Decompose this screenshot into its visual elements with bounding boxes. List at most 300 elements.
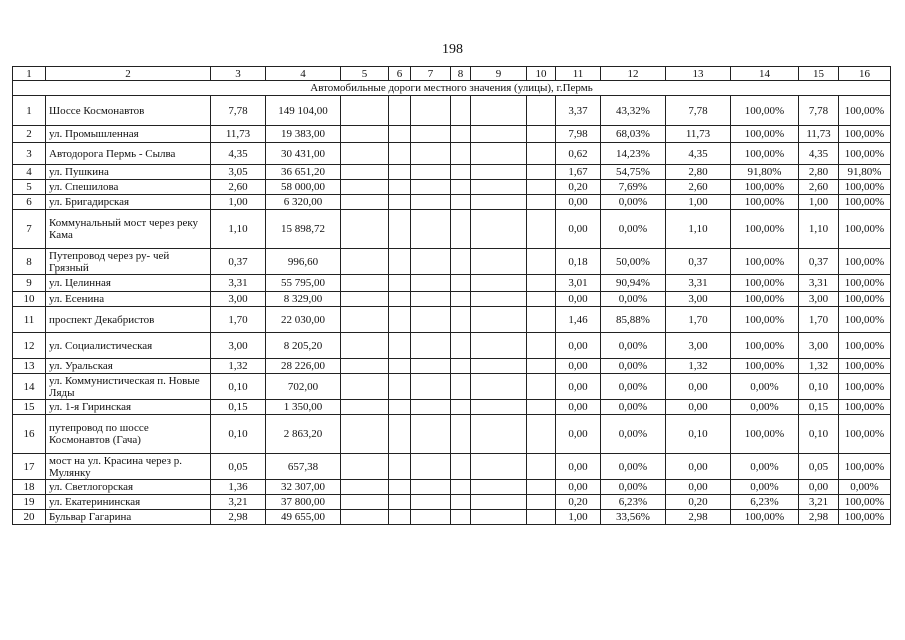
road-name: Путепровод через ру- чей Грязный: [46, 249, 211, 275]
length-cell: 1,32: [211, 359, 266, 374]
table-row: [13, 400, 891, 415]
percent-cell: 100,00%: [839, 454, 891, 480]
row-number: 17: [13, 454, 46, 480]
row-number: 3: [13, 143, 46, 165]
percent-cell: 100,00%: [839, 307, 891, 333]
percent-cell: 100,00%: [839, 143, 891, 165]
table-row: [13, 292, 891, 307]
empty-cell: [389, 400, 411, 415]
percent-cell: 100,00%: [731, 143, 799, 165]
empty-cell: [411, 292, 451, 307]
empty-cell: [341, 249, 389, 275]
percent-cell: 90,94%: [601, 275, 666, 292]
value-cell: 3,00: [799, 333, 839, 359]
empty-cell: [527, 359, 556, 374]
percent-cell: 0,00%: [601, 454, 666, 480]
value-cell: 0,00: [556, 195, 601, 210]
area-cell: 6 320,00: [266, 195, 341, 210]
table-row: [13, 374, 891, 400]
row-number: 18: [13, 480, 46, 495]
empty-cell: [341, 510, 389, 525]
percent-cell: 100,00%: [731, 249, 799, 275]
empty-cell: [389, 415, 411, 454]
empty-cell: [341, 333, 389, 359]
empty-cell: [389, 307, 411, 333]
empty-cell: [411, 195, 451, 210]
percent-cell: 100,00%: [731, 275, 799, 292]
percent-cell: 100,00%: [731, 180, 799, 195]
row-number: 4: [13, 165, 46, 180]
length-cell: 4,35: [211, 143, 266, 165]
percent-cell: 100,00%: [839, 374, 891, 400]
empty-cell: [341, 165, 389, 180]
empty-cell: [471, 359, 527, 374]
percent-cell: 0,00%: [839, 480, 891, 495]
area-cell: 8 205,20: [266, 333, 341, 359]
value-cell: 2,98: [666, 510, 731, 525]
value-cell: 0,62: [556, 143, 601, 165]
percent-cell: 85,88%: [601, 307, 666, 333]
road-name: путепровод по шоссе Космонавтов (Гача): [46, 415, 211, 454]
row-number: 10: [13, 292, 46, 307]
value-cell: 2,98: [799, 510, 839, 525]
row-number: 2: [13, 126, 46, 143]
empty-cell: [471, 495, 527, 510]
empty-cell: [471, 180, 527, 195]
empty-cell: [451, 333, 471, 359]
empty-cell: [527, 307, 556, 333]
value-cell: 0,37: [666, 249, 731, 275]
row-number: 7: [13, 210, 46, 249]
row-number: 15: [13, 400, 46, 415]
area-cell: 996,60: [266, 249, 341, 275]
empty-cell: [389, 210, 411, 249]
empty-cell: [471, 510, 527, 525]
empty-cell: [411, 510, 451, 525]
value-cell: 1,32: [799, 359, 839, 374]
percent-cell: 100,00%: [839, 359, 891, 374]
value-cell: 0,00: [556, 454, 601, 480]
table-row: [13, 249, 891, 275]
percent-cell: 100,00%: [731, 333, 799, 359]
value-cell: 7,78: [666, 96, 731, 126]
road-name: ул. Светлогорская: [46, 480, 211, 495]
percent-cell: 100,00%: [839, 275, 891, 292]
area-cell: 30 431,00: [266, 143, 341, 165]
area-cell: 19 383,00: [266, 126, 341, 143]
value-cell: 3,37: [556, 96, 601, 126]
empty-cell: [389, 249, 411, 275]
area-cell: 702,00: [266, 374, 341, 400]
percent-cell: 14,23%: [601, 143, 666, 165]
percent-cell: 100,00%: [839, 180, 891, 195]
value-cell: 0,20: [666, 495, 731, 510]
empty-cell: [411, 307, 451, 333]
table-row: [13, 143, 891, 165]
empty-cell: [451, 307, 471, 333]
value-cell: 11,73: [666, 126, 731, 143]
road-name: ул. Есенина: [46, 292, 211, 307]
value-cell: 0,10: [799, 415, 839, 454]
row-number: 11: [13, 307, 46, 333]
value-cell: 0,05: [799, 454, 839, 480]
empty-cell: [341, 126, 389, 143]
road-name: ул. Спешилова: [46, 180, 211, 195]
empty-cell: [527, 143, 556, 165]
percent-cell: 100,00%: [731, 510, 799, 525]
empty-cell: [451, 495, 471, 510]
empty-cell: [389, 180, 411, 195]
area-cell: 657,38: [266, 454, 341, 480]
column-header: 14: [731, 67, 799, 81]
empty-cell: [471, 96, 527, 126]
empty-cell: [341, 400, 389, 415]
area-cell: 8 329,00: [266, 292, 341, 307]
empty-cell: [341, 480, 389, 495]
percent-cell: 0,00%: [601, 359, 666, 374]
column-number-row: [13, 67, 891, 81]
value-cell: 1,67: [556, 165, 601, 180]
length-cell: 3,31: [211, 275, 266, 292]
empty-cell: [527, 480, 556, 495]
column-header: 4: [266, 67, 341, 81]
percent-cell: 100,00%: [839, 249, 891, 275]
road-name: ул. 1-я Гиринская: [46, 400, 211, 415]
empty-cell: [527, 495, 556, 510]
empty-cell: [341, 143, 389, 165]
percent-cell: 0,00%: [601, 210, 666, 249]
row-number: 20: [13, 510, 46, 525]
table-row: [13, 275, 891, 292]
empty-cell: [341, 96, 389, 126]
empty-cell: [527, 126, 556, 143]
empty-cell: [341, 415, 389, 454]
empty-cell: [341, 180, 389, 195]
area-cell: 58 000,00: [266, 180, 341, 195]
empty-cell: [411, 96, 451, 126]
percent-cell: 7,69%: [601, 180, 666, 195]
value-cell: 0,15: [799, 400, 839, 415]
value-cell: 0,00: [556, 415, 601, 454]
page-number: 198: [442, 42, 463, 57]
table-row: [13, 307, 891, 333]
length-cell: 3,00: [211, 292, 266, 307]
value-cell: 0,20: [556, 180, 601, 195]
empty-cell: [389, 510, 411, 525]
empty-cell: [451, 143, 471, 165]
percent-cell: 100,00%: [839, 333, 891, 359]
empty-cell: [527, 292, 556, 307]
column-header: 16: [839, 67, 891, 81]
empty-cell: [471, 249, 527, 275]
value-cell: 4,35: [799, 143, 839, 165]
percent-cell: 100,00%: [731, 292, 799, 307]
length-cell: 3,21: [211, 495, 266, 510]
length-cell: 3,00: [211, 333, 266, 359]
percent-cell: 0,00%: [731, 480, 799, 495]
value-cell: 1,70: [799, 307, 839, 333]
empty-cell: [451, 374, 471, 400]
percent-cell: 6,23%: [731, 495, 799, 510]
value-cell: 1,00: [799, 195, 839, 210]
column-header: 3: [211, 67, 266, 81]
value-cell: 0,00: [799, 480, 839, 495]
empty-cell: [527, 180, 556, 195]
table-row: [13, 333, 891, 359]
table-row: [13, 454, 891, 480]
value-cell: 0,00: [556, 400, 601, 415]
percent-cell: 0,00%: [601, 415, 666, 454]
area-cell: 36 651,20: [266, 165, 341, 180]
value-cell: 1,46: [556, 307, 601, 333]
value-cell: 3,00: [666, 333, 731, 359]
value-cell: 1,00: [666, 195, 731, 210]
column-header: 10: [527, 67, 556, 81]
area-cell: 2 863,20: [266, 415, 341, 454]
row-number: 14: [13, 374, 46, 400]
empty-cell: [471, 480, 527, 495]
area-cell: 1 350,00: [266, 400, 341, 415]
value-cell: 4,35: [666, 143, 731, 165]
empty-cell: [527, 400, 556, 415]
empty-cell: [527, 195, 556, 210]
table-row: [13, 495, 891, 510]
empty-cell: [341, 195, 389, 210]
value-cell: 2,60: [666, 180, 731, 195]
empty-cell: [471, 374, 527, 400]
empty-cell: [471, 292, 527, 307]
percent-cell: 100,00%: [731, 126, 799, 143]
roads-table: [12, 66, 891, 525]
road-name: ул. Целинная: [46, 275, 211, 292]
empty-cell: [411, 275, 451, 292]
empty-cell: [527, 510, 556, 525]
empty-cell: [341, 275, 389, 292]
empty-cell: [451, 195, 471, 210]
length-cell: 0,05: [211, 454, 266, 480]
length-cell: 1,70: [211, 307, 266, 333]
percent-cell: 54,75%: [601, 165, 666, 180]
value-cell: 0,00: [556, 210, 601, 249]
empty-cell: [471, 143, 527, 165]
empty-cell: [527, 374, 556, 400]
empty-cell: [527, 249, 556, 275]
percent-cell: 100,00%: [839, 195, 891, 210]
empty-cell: [341, 307, 389, 333]
table-row: [13, 195, 891, 210]
empty-cell: [471, 195, 527, 210]
column-header: 15: [799, 67, 839, 81]
percent-cell: 100,00%: [731, 195, 799, 210]
percent-cell: 100,00%: [731, 359, 799, 374]
empty-cell: [471, 126, 527, 143]
value-cell: 3,21: [799, 495, 839, 510]
value-cell: 7,98: [556, 126, 601, 143]
empty-cell: [527, 275, 556, 292]
value-cell: 0,10: [799, 374, 839, 400]
length-cell: 11,73: [211, 126, 266, 143]
length-cell: 0,37: [211, 249, 266, 275]
area-cell: 55 795,00: [266, 275, 341, 292]
percent-cell: 100,00%: [839, 96, 891, 126]
empty-cell: [341, 495, 389, 510]
percent-cell: 100,00%: [839, 510, 891, 525]
empty-cell: [471, 333, 527, 359]
percent-cell: 33,56%: [601, 510, 666, 525]
empty-cell: [471, 275, 527, 292]
length-cell: 1,00: [211, 195, 266, 210]
value-cell: 1,10: [666, 210, 731, 249]
empty-cell: [389, 126, 411, 143]
empty-cell: [389, 292, 411, 307]
road-name: Шоссе Космонавтов: [46, 96, 211, 126]
length-cell: 1,10: [211, 210, 266, 249]
row-number: 6: [13, 195, 46, 210]
empty-cell: [389, 143, 411, 165]
percent-cell: 50,00%: [601, 249, 666, 275]
percent-cell: 100,00%: [839, 126, 891, 143]
value-cell: 1,32: [666, 359, 731, 374]
empty-cell: [451, 510, 471, 525]
empty-cell: [527, 210, 556, 249]
value-cell: 3,00: [799, 292, 839, 307]
value-cell: 0,18: [556, 249, 601, 275]
percent-cell: 0,00%: [601, 292, 666, 307]
value-cell: 11,73: [799, 126, 839, 143]
empty-cell: [471, 400, 527, 415]
road-name: ул. Социалистическая: [46, 333, 211, 359]
empty-cell: [471, 210, 527, 249]
empty-cell: [451, 165, 471, 180]
empty-cell: [451, 400, 471, 415]
percent-cell: 100,00%: [731, 415, 799, 454]
row-number: 9: [13, 275, 46, 292]
table-row: [13, 359, 891, 374]
empty-cell: [341, 374, 389, 400]
empty-cell: [527, 454, 556, 480]
column-header: 11: [556, 67, 601, 81]
percent-cell: 68,03%: [601, 126, 666, 143]
value-cell: 0,00: [666, 400, 731, 415]
percent-cell: 100,00%: [839, 415, 891, 454]
empty-cell: [341, 292, 389, 307]
empty-cell: [451, 454, 471, 480]
area-cell: 37 800,00: [266, 495, 341, 510]
empty-cell: [389, 275, 411, 292]
row-number: 1: [13, 96, 46, 126]
table-row: [13, 165, 891, 180]
column-header: 13: [666, 67, 731, 81]
percent-cell: 0,00%: [601, 195, 666, 210]
percent-cell: 0,00%: [601, 374, 666, 400]
empty-cell: [411, 359, 451, 374]
road-name: ул. Бригадирская: [46, 195, 211, 210]
percent-cell: 0,00%: [731, 400, 799, 415]
section-row: [13, 81, 891, 96]
empty-cell: [451, 480, 471, 495]
percent-cell: 100,00%: [839, 495, 891, 510]
value-cell: 2,80: [799, 165, 839, 180]
length-cell: 0,15: [211, 400, 266, 415]
value-cell: 0,00: [666, 374, 731, 400]
value-cell: 0,37: [799, 249, 839, 275]
percent-cell: 0,00%: [731, 374, 799, 400]
percent-cell: 100,00%: [731, 307, 799, 333]
empty-cell: [411, 415, 451, 454]
row-number: 12: [13, 333, 46, 359]
value-cell: 3,00: [666, 292, 731, 307]
percent-cell: 100,00%: [839, 292, 891, 307]
empty-cell: [411, 143, 451, 165]
value-cell: 0,00: [556, 374, 601, 400]
empty-cell: [411, 165, 451, 180]
empty-cell: [411, 180, 451, 195]
empty-cell: [411, 126, 451, 143]
empty-cell: [527, 333, 556, 359]
length-cell: 2,60: [211, 180, 266, 195]
empty-cell: [471, 165, 527, 180]
table-row: [13, 126, 891, 143]
value-cell: 0,10: [666, 415, 731, 454]
empty-cell: [451, 415, 471, 454]
empty-cell: [341, 359, 389, 374]
empty-cell: [471, 454, 527, 480]
percent-cell: 100,00%: [731, 96, 799, 126]
empty-cell: [389, 96, 411, 126]
area-cell: 49 655,00: [266, 510, 341, 525]
empty-cell: [411, 249, 451, 275]
area-cell: 32 307,00: [266, 480, 341, 495]
empty-cell: [527, 96, 556, 126]
length-cell: 3,05: [211, 165, 266, 180]
percent-cell: 100,00%: [731, 210, 799, 249]
road-name: ул. Екатерининская: [46, 495, 211, 510]
empty-cell: [471, 415, 527, 454]
value-cell: 0,20: [556, 495, 601, 510]
value-cell: 0,00: [556, 359, 601, 374]
empty-cell: [451, 96, 471, 126]
road-name: ул. Промышленная: [46, 126, 211, 143]
percent-cell: 100,00%: [839, 400, 891, 415]
empty-cell: [389, 480, 411, 495]
empty-cell: [411, 480, 451, 495]
empty-cell: [451, 359, 471, 374]
percent-cell: 0,00%: [601, 400, 666, 415]
length-cell: 0,10: [211, 415, 266, 454]
column-header: 6: [389, 67, 411, 81]
value-cell: 1,00: [556, 510, 601, 525]
empty-cell: [411, 454, 451, 480]
percent-cell: 43,32%: [601, 96, 666, 126]
value-cell: 2,60: [799, 180, 839, 195]
empty-cell: [389, 195, 411, 210]
value-cell: 3,31: [666, 275, 731, 292]
road-name: ул. Коммунистическая п. Новые Ляды: [46, 374, 211, 400]
area-cell: 149 104,00: [266, 96, 341, 126]
empty-cell: [451, 180, 471, 195]
column-header: 8: [451, 67, 471, 81]
empty-cell: [411, 400, 451, 415]
empty-cell: [451, 275, 471, 292]
table-row: [13, 180, 891, 195]
road-name: мост на ул. Красина через р. Мулянку: [46, 454, 211, 480]
column-header: 2: [46, 67, 211, 81]
empty-cell: [527, 165, 556, 180]
value-cell: 7,78: [799, 96, 839, 126]
empty-cell: [389, 495, 411, 510]
value-cell: 1,10: [799, 210, 839, 249]
row-number: 19: [13, 495, 46, 510]
